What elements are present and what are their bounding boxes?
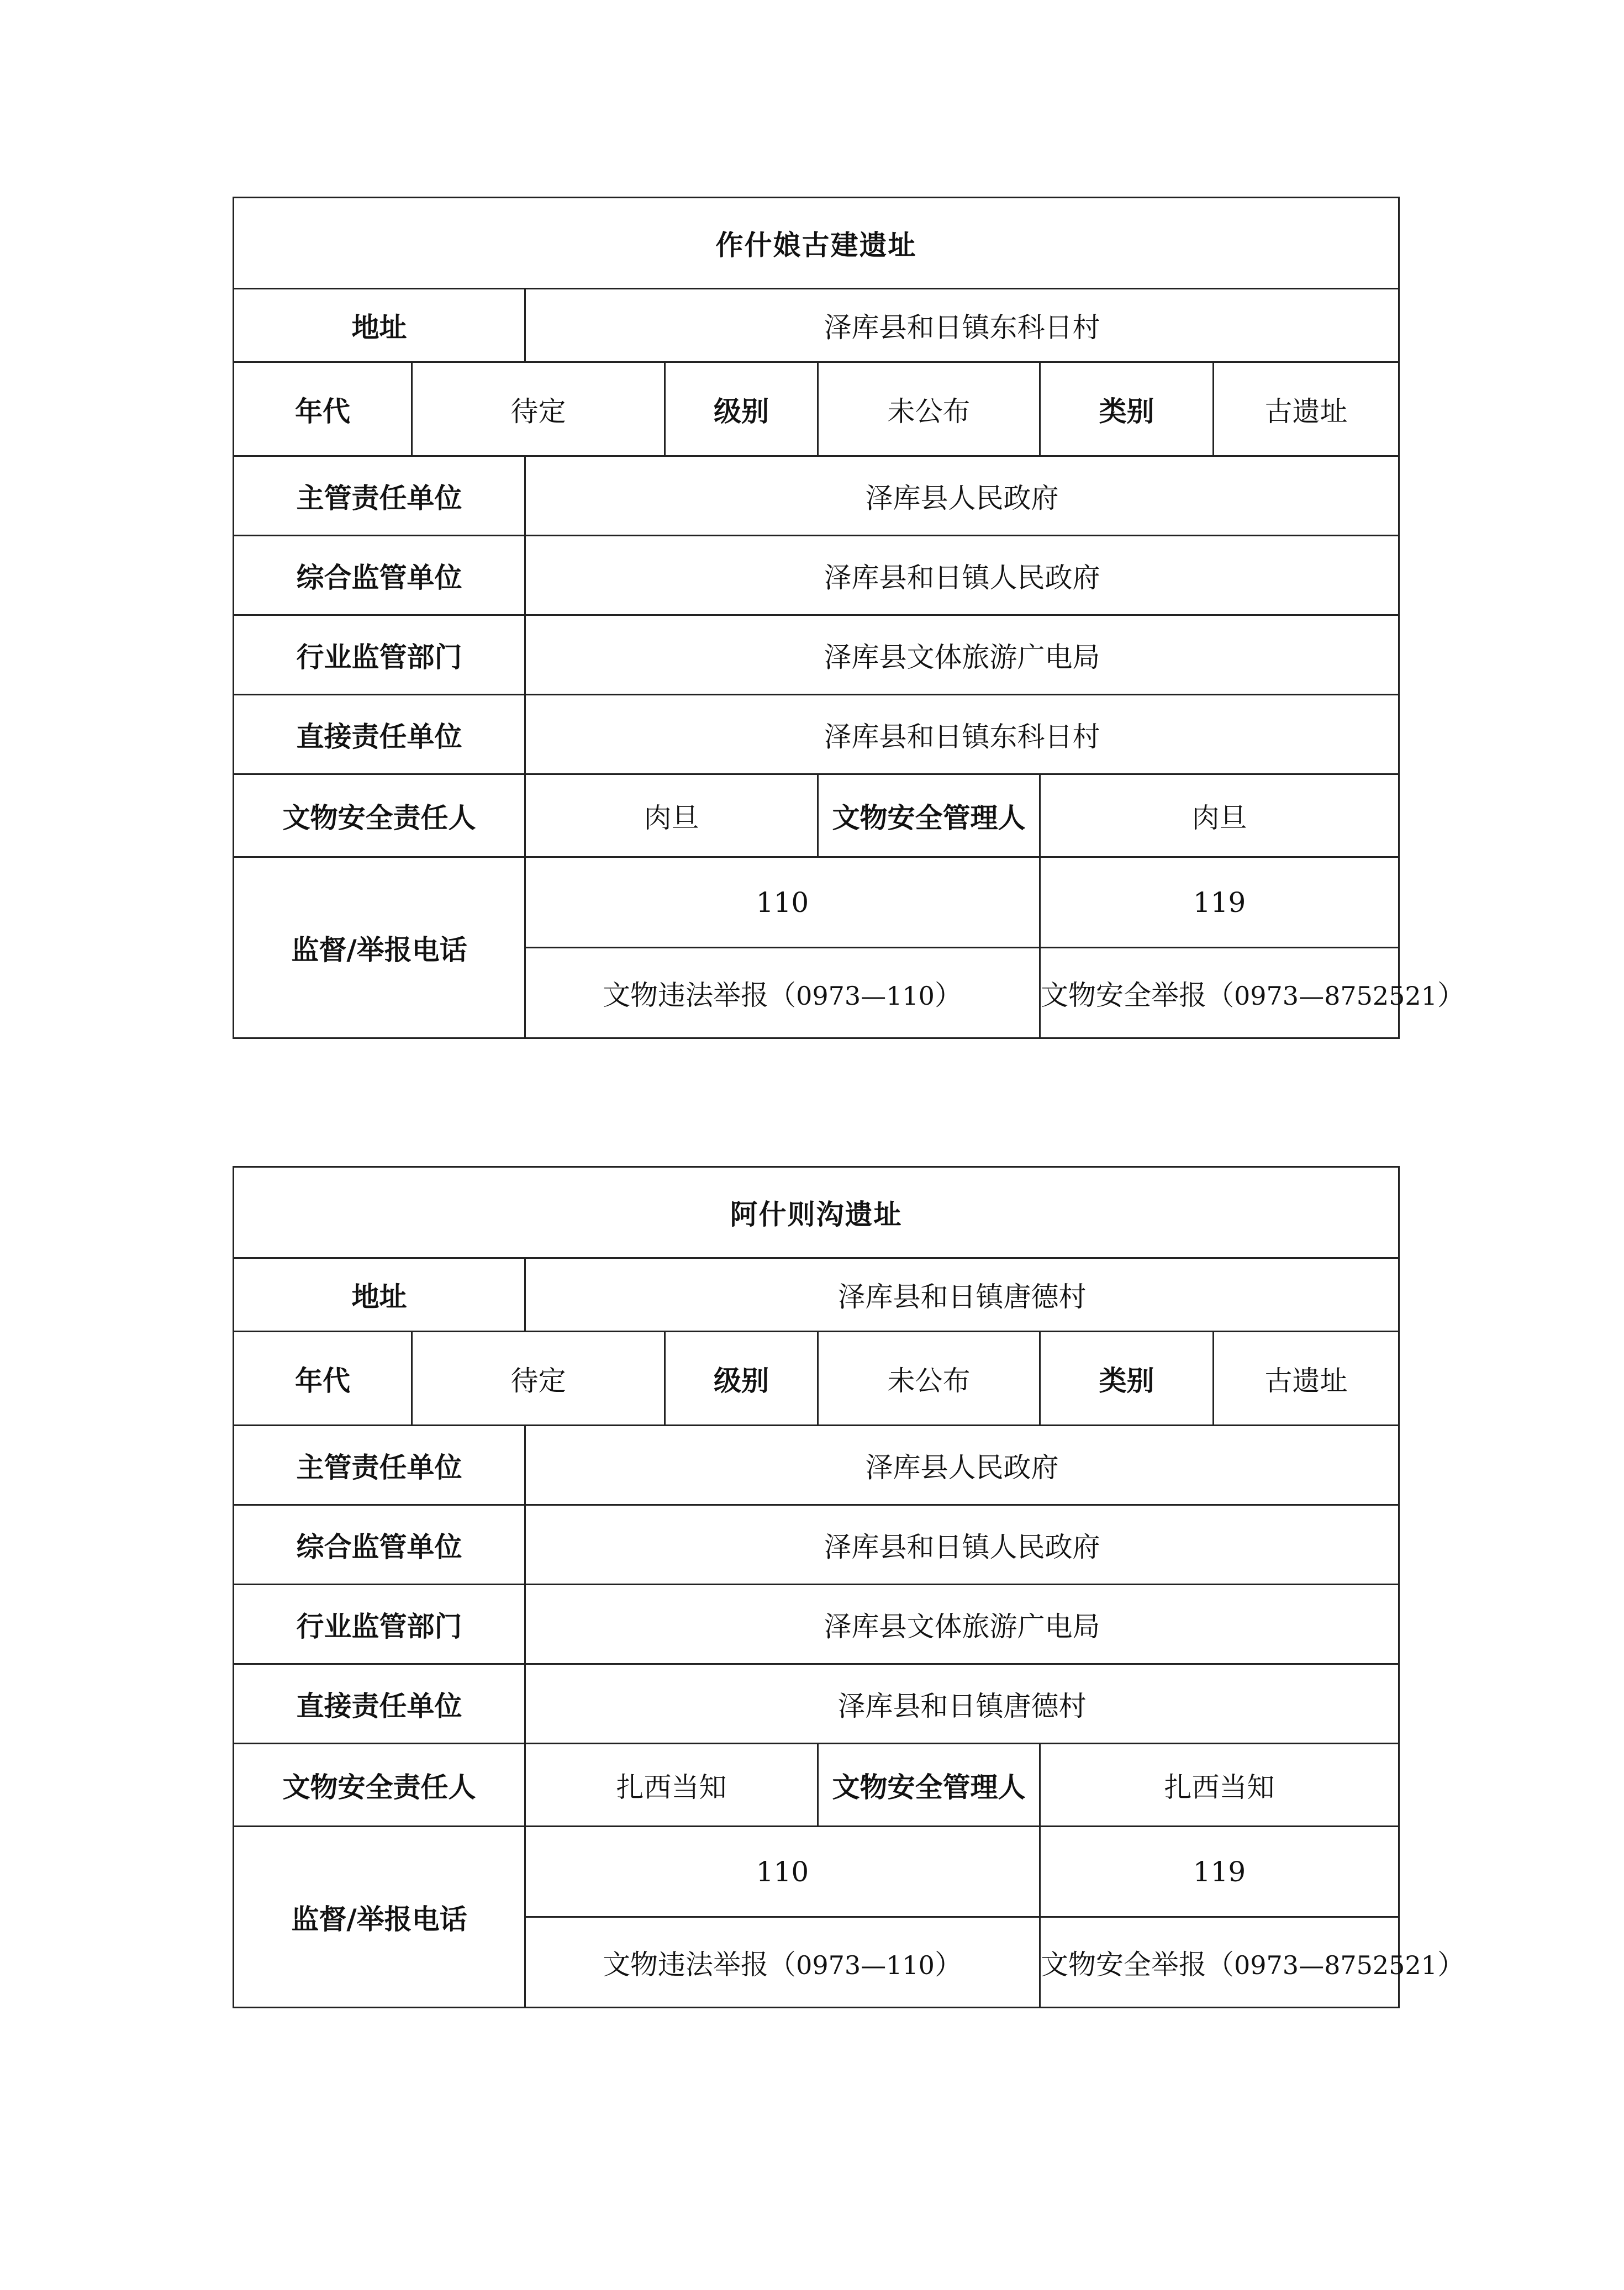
close-paren: ） bbox=[1437, 1948, 1465, 1981]
violation-report-phone bbox=[525, 1917, 1040, 2008]
integrated-supervision-value: 泽库县和日镇人民政府 bbox=[525, 536, 1399, 615]
site-title: 作什娘古建遗址 bbox=[234, 198, 1399, 289]
safety-manager-value: 扎西当知 bbox=[1040, 1744, 1399, 1827]
era-label: 年代 bbox=[234, 362, 412, 456]
violation-report-phone bbox=[525, 948, 1040, 1038]
direct-unit-value: 泽库县和日镇东科日村 bbox=[525, 695, 1399, 774]
close-paren: ） bbox=[1437, 979, 1465, 1011]
safety-responsible-label: 文物安全责任人 bbox=[234, 774, 525, 857]
safety-report-number: 0973—8752521 bbox=[1234, 980, 1437, 1011]
safety-responsible-label: 文物安全责任人 bbox=[234, 1744, 525, 1827]
industry-supervision-label: 行业监管部门 bbox=[234, 1585, 525, 1664]
category-label: 类别 bbox=[1040, 362, 1214, 456]
site-info-table bbox=[233, 197, 1465, 1039]
integrated-supervision-label: 综合监管单位 bbox=[234, 536, 525, 615]
era-value: 待定 bbox=[412, 362, 665, 456]
competent-unit-value: 泽库县人民政府 bbox=[525, 456, 1399, 536]
category-value: 古遗址 bbox=[1214, 362, 1399, 456]
police-phone: 110 bbox=[525, 1827, 1040, 1917]
industry-supervision-label: 行业监管部门 bbox=[234, 615, 525, 695]
integrated-supervision-value: 泽库县和日镇人民政府 bbox=[525, 1505, 1399, 1585]
violation-report-label: 文物违法举报（ bbox=[603, 1948, 797, 1981]
safety-report-label: 文物安全举报（ bbox=[1041, 1948, 1234, 1981]
safety-responsible-value: 扎西当知 bbox=[525, 1744, 818, 1827]
level-value: 未公布 bbox=[818, 1332, 1040, 1426]
safety-responsible-value: 肉旦 bbox=[525, 774, 818, 857]
site-title: 阿什则沟遗址 bbox=[234, 1167, 1399, 1258]
industry-supervision-value: 泽库县文体旅游广电局 bbox=[525, 1585, 1399, 1664]
fire-phone: 119 bbox=[1040, 857, 1399, 948]
site-info-table bbox=[233, 1166, 1465, 2008]
competent-unit-label: 主管责任单位 bbox=[234, 456, 525, 536]
level-label: 级别 bbox=[665, 1332, 818, 1426]
safety-manager-label: 文物安全管理人 bbox=[818, 1744, 1040, 1827]
safety-manager-label: 文物安全管理人 bbox=[818, 774, 1040, 857]
level-label: 级别 bbox=[665, 362, 818, 456]
direct-unit-label: 直接责任单位 bbox=[234, 1664, 525, 1744]
safety-report-phone bbox=[1040, 1917, 1465, 2008]
era-label: 年代 bbox=[234, 1332, 412, 1426]
fire-phone: 119 bbox=[1040, 1827, 1399, 1917]
safety-report-number: 0973—8752521 bbox=[1234, 1950, 1437, 1980]
competent-unit-label: 主管责任单位 bbox=[234, 1426, 525, 1505]
close-paren: ） bbox=[934, 1948, 962, 1981]
report-phone-label: 监督/举报电话 bbox=[234, 1827, 525, 2008]
direct-unit-label: 直接责任单位 bbox=[234, 695, 525, 774]
safety-report-label: 文物安全举报（ bbox=[1041, 979, 1234, 1011]
close-paren: ） bbox=[934, 979, 962, 1011]
address-value: 泽库县和日镇唐德村 bbox=[525, 1258, 1399, 1332]
police-phone: 110 bbox=[525, 857, 1040, 948]
integrated-supervision-label: 综合监管单位 bbox=[234, 1505, 525, 1585]
safety-report-phone bbox=[1040, 948, 1465, 1038]
violation-report-number: 0973—110 bbox=[796, 980, 935, 1011]
violation-report-number: 0973—110 bbox=[796, 1950, 935, 1980]
address-label: 地址 bbox=[234, 1258, 525, 1332]
direct-unit-value: 泽库县和日镇唐德村 bbox=[525, 1664, 1399, 1744]
address-value: 泽库县和日镇东科日村 bbox=[525, 289, 1399, 362]
category-label: 类别 bbox=[1040, 1332, 1214, 1426]
report-phone-label: 监督/举报电话 bbox=[234, 857, 525, 1038]
era-value: 待定 bbox=[412, 1332, 665, 1426]
competent-unit-value: 泽库县人民政府 bbox=[525, 1426, 1399, 1505]
violation-report-label: 文物违法举报（ bbox=[603, 979, 797, 1011]
industry-supervision-value: 泽库县文体旅游广电局 bbox=[525, 615, 1399, 695]
category-value: 古遗址 bbox=[1214, 1332, 1399, 1426]
address-label: 地址 bbox=[234, 289, 525, 362]
level-value: 未公布 bbox=[818, 362, 1040, 456]
safety-manager-value: 肉旦 bbox=[1040, 774, 1399, 857]
